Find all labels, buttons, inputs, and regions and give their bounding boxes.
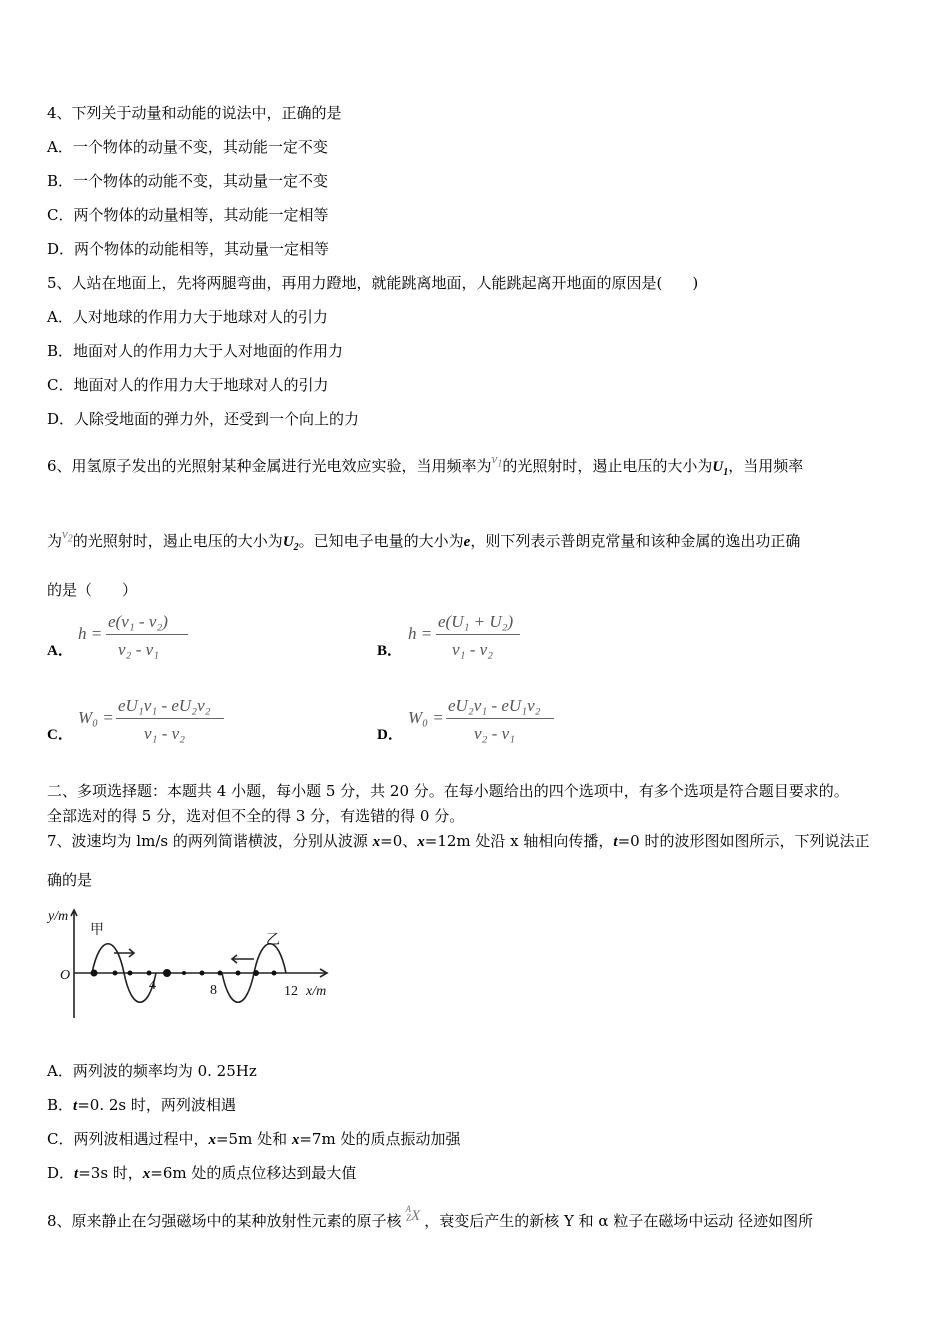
tick-4: 4 xyxy=(149,978,156,993)
section2-line2: 全部选对的得 5 分，选对但不全的得 3 分，有选错的得 0 分。 xyxy=(47,807,465,825)
q7-option-d: D．t=3s 时，x=6m 处的质点位移达到最大值 xyxy=(47,1164,357,1182)
q6-option-c-formula xyxy=(78,696,238,748)
x-axis-label: x/m xyxy=(306,984,327,999)
particle xyxy=(200,971,205,976)
q4-option-c: C．两个物体的动量相等，其动能一定相等 xyxy=(47,206,329,224)
q5-option-c: C．地面对人的作用力大于地球对人的引力 xyxy=(47,376,329,394)
origin-label: O xyxy=(60,968,71,983)
x-symbol: x xyxy=(208,1132,216,1148)
particle xyxy=(253,970,259,976)
fraction-bar xyxy=(116,718,224,719)
particle xyxy=(128,971,133,976)
wave2-label: 乙 xyxy=(266,933,280,948)
formula-denominator: ν₁ - ν₂ xyxy=(144,724,186,743)
wave-graph xyxy=(44,902,344,1024)
tick-8: 8 xyxy=(210,983,217,998)
formula-numerator: eU₁ν₁ - eU₂ν₂ xyxy=(118,696,211,715)
q7-option-c: C．两列波相遇过程中，x=5m 处和 x=7m 处的质点振动加强 xyxy=(47,1130,461,1148)
x-symbol: x xyxy=(417,834,425,850)
q4-stem: 4、下列关于动量和动能的说法中，正确的是 xyxy=(47,104,342,122)
q7-option-b: B．t=0. 2s 时，两列波相遇 xyxy=(47,1096,236,1114)
q6-stem-line1: 6、用氢原子发出的光照射某种金属进行光电效应实验，当用频率为$\nu_1$的光照射时，遏止电压的大小为$U_1$，当用频率 xyxy=(47,451,804,478)
particle xyxy=(147,971,152,976)
q4-option-a: A．一个物体的动量不变，其动能一定不变 xyxy=(47,138,328,156)
y-axis-label: y/m xyxy=(48,909,69,924)
formula-denominator: ν₂ - ν₁ xyxy=(474,724,516,743)
formula-lhs: h = xyxy=(78,624,103,643)
u1-symbol: $U_1$ xyxy=(712,459,729,478)
fraction-bar xyxy=(446,718,554,719)
wave1-label: 甲 xyxy=(90,923,104,938)
fraction-bar xyxy=(106,634,188,635)
q5-option-b: B．地面对人的作用力大于人对地面的作用力 xyxy=(47,342,344,360)
q7-stem-line2: 确的是 xyxy=(47,871,93,889)
u2-symbol: $U_2$ xyxy=(282,534,299,553)
particle xyxy=(182,971,186,975)
formula-denominator: ν₂ - ν₁ xyxy=(118,640,160,659)
tick-12: 12 xyxy=(284,984,298,999)
q6-option-d-label: D． xyxy=(377,727,403,743)
formula-denominator: ν₁ - ν₂ xyxy=(452,640,494,659)
q6-option-a-label: A． xyxy=(47,643,73,659)
nu1-symbol: $\nu_1$ xyxy=(491,451,503,470)
formula-numerator: eU₂ν₁ - eU₁ν₂ xyxy=(448,696,541,715)
q6-option-b-formula xyxy=(408,612,538,664)
nu2-symbol: $\nu_2$ xyxy=(62,526,73,545)
x-symbol: x xyxy=(291,1132,300,1148)
particle xyxy=(236,971,241,976)
t-symbol: t xyxy=(613,834,618,850)
q5-option-d: D．人除受地面的弹力外，还受到一个向上的力 xyxy=(47,410,360,428)
q6-option-a-formula xyxy=(78,612,198,664)
q4-option-b: B．一个物体的动能不变，其动量一定不变 xyxy=(47,172,329,190)
q7-option-a: A．两列波的频率均为 0. 25Hz xyxy=(47,1062,257,1080)
t-symbol: t xyxy=(73,1098,78,1114)
formula-lhs: W₀ = xyxy=(408,708,444,727)
fraction-bar xyxy=(436,634,520,635)
q6-option-b-label: B． xyxy=(377,643,403,659)
q4-option-d: D．两个物体的动能相等，其动量一定相等 xyxy=(47,240,330,258)
q7-stem-line1: 7、波速均为 lm/s 的两列简谐横波，分别从波源 x=0、x=12m 处沿 x 轴相向传播，t=0 时的波形图如图所示，下列说法正 xyxy=(47,832,870,850)
particle xyxy=(91,970,98,977)
formula-numerator: e(U₁ + U₂) xyxy=(438,612,514,631)
x-symbol: x xyxy=(142,1166,151,1182)
q6-stem-line2: 为$\nu_2$的光照射时，遏止电压的大小为$U_2$。已知电子电量的大小为e，则下列表示普朗克常量和该种金属的逸出功正确 xyxy=(47,526,801,553)
section2-line1: 二、多项选择题：本题共 4 小题，每小题 5 分，共 20 分。在每小题给出的四个选项中，有多个选项是符合题目要求的。 xyxy=(47,782,849,800)
nucleus-symbol: A ZX xyxy=(405,1204,421,1224)
particle xyxy=(113,971,118,976)
e-symbol: e xyxy=(463,534,471,550)
x-symbol: x xyxy=(372,834,381,850)
q6-stem-line3: 的是（ ） xyxy=(47,581,138,599)
q5-stem: 5、人站在地面上，先将两腿弯曲，再用力蹬地，就能跳离地面，人能跳起离开地面的原因是( ) xyxy=(47,274,699,292)
formula-numerator: e(ν₁ - ν₂) xyxy=(108,612,168,631)
q6-option-d-formula xyxy=(408,696,568,748)
formula-lhs: W₀ = xyxy=(78,708,114,727)
particle xyxy=(272,971,277,976)
particle xyxy=(218,971,223,976)
q8-stem-line1: 8、原来静止在匀强磁场中的某种放射性元素的原子核A ZX ，衰变后产生的新核 Y 和 α 粒子在磁场中运动 径迹如图所 xyxy=(47,1204,814,1230)
t-symbol: t xyxy=(74,1166,79,1182)
formula-lhs: h = xyxy=(408,624,433,643)
particle xyxy=(163,969,171,977)
q5-option-a: A．人对地球的作用力大于地球对人的引力 xyxy=(47,308,328,326)
q6-option-c-label: C． xyxy=(47,727,73,743)
